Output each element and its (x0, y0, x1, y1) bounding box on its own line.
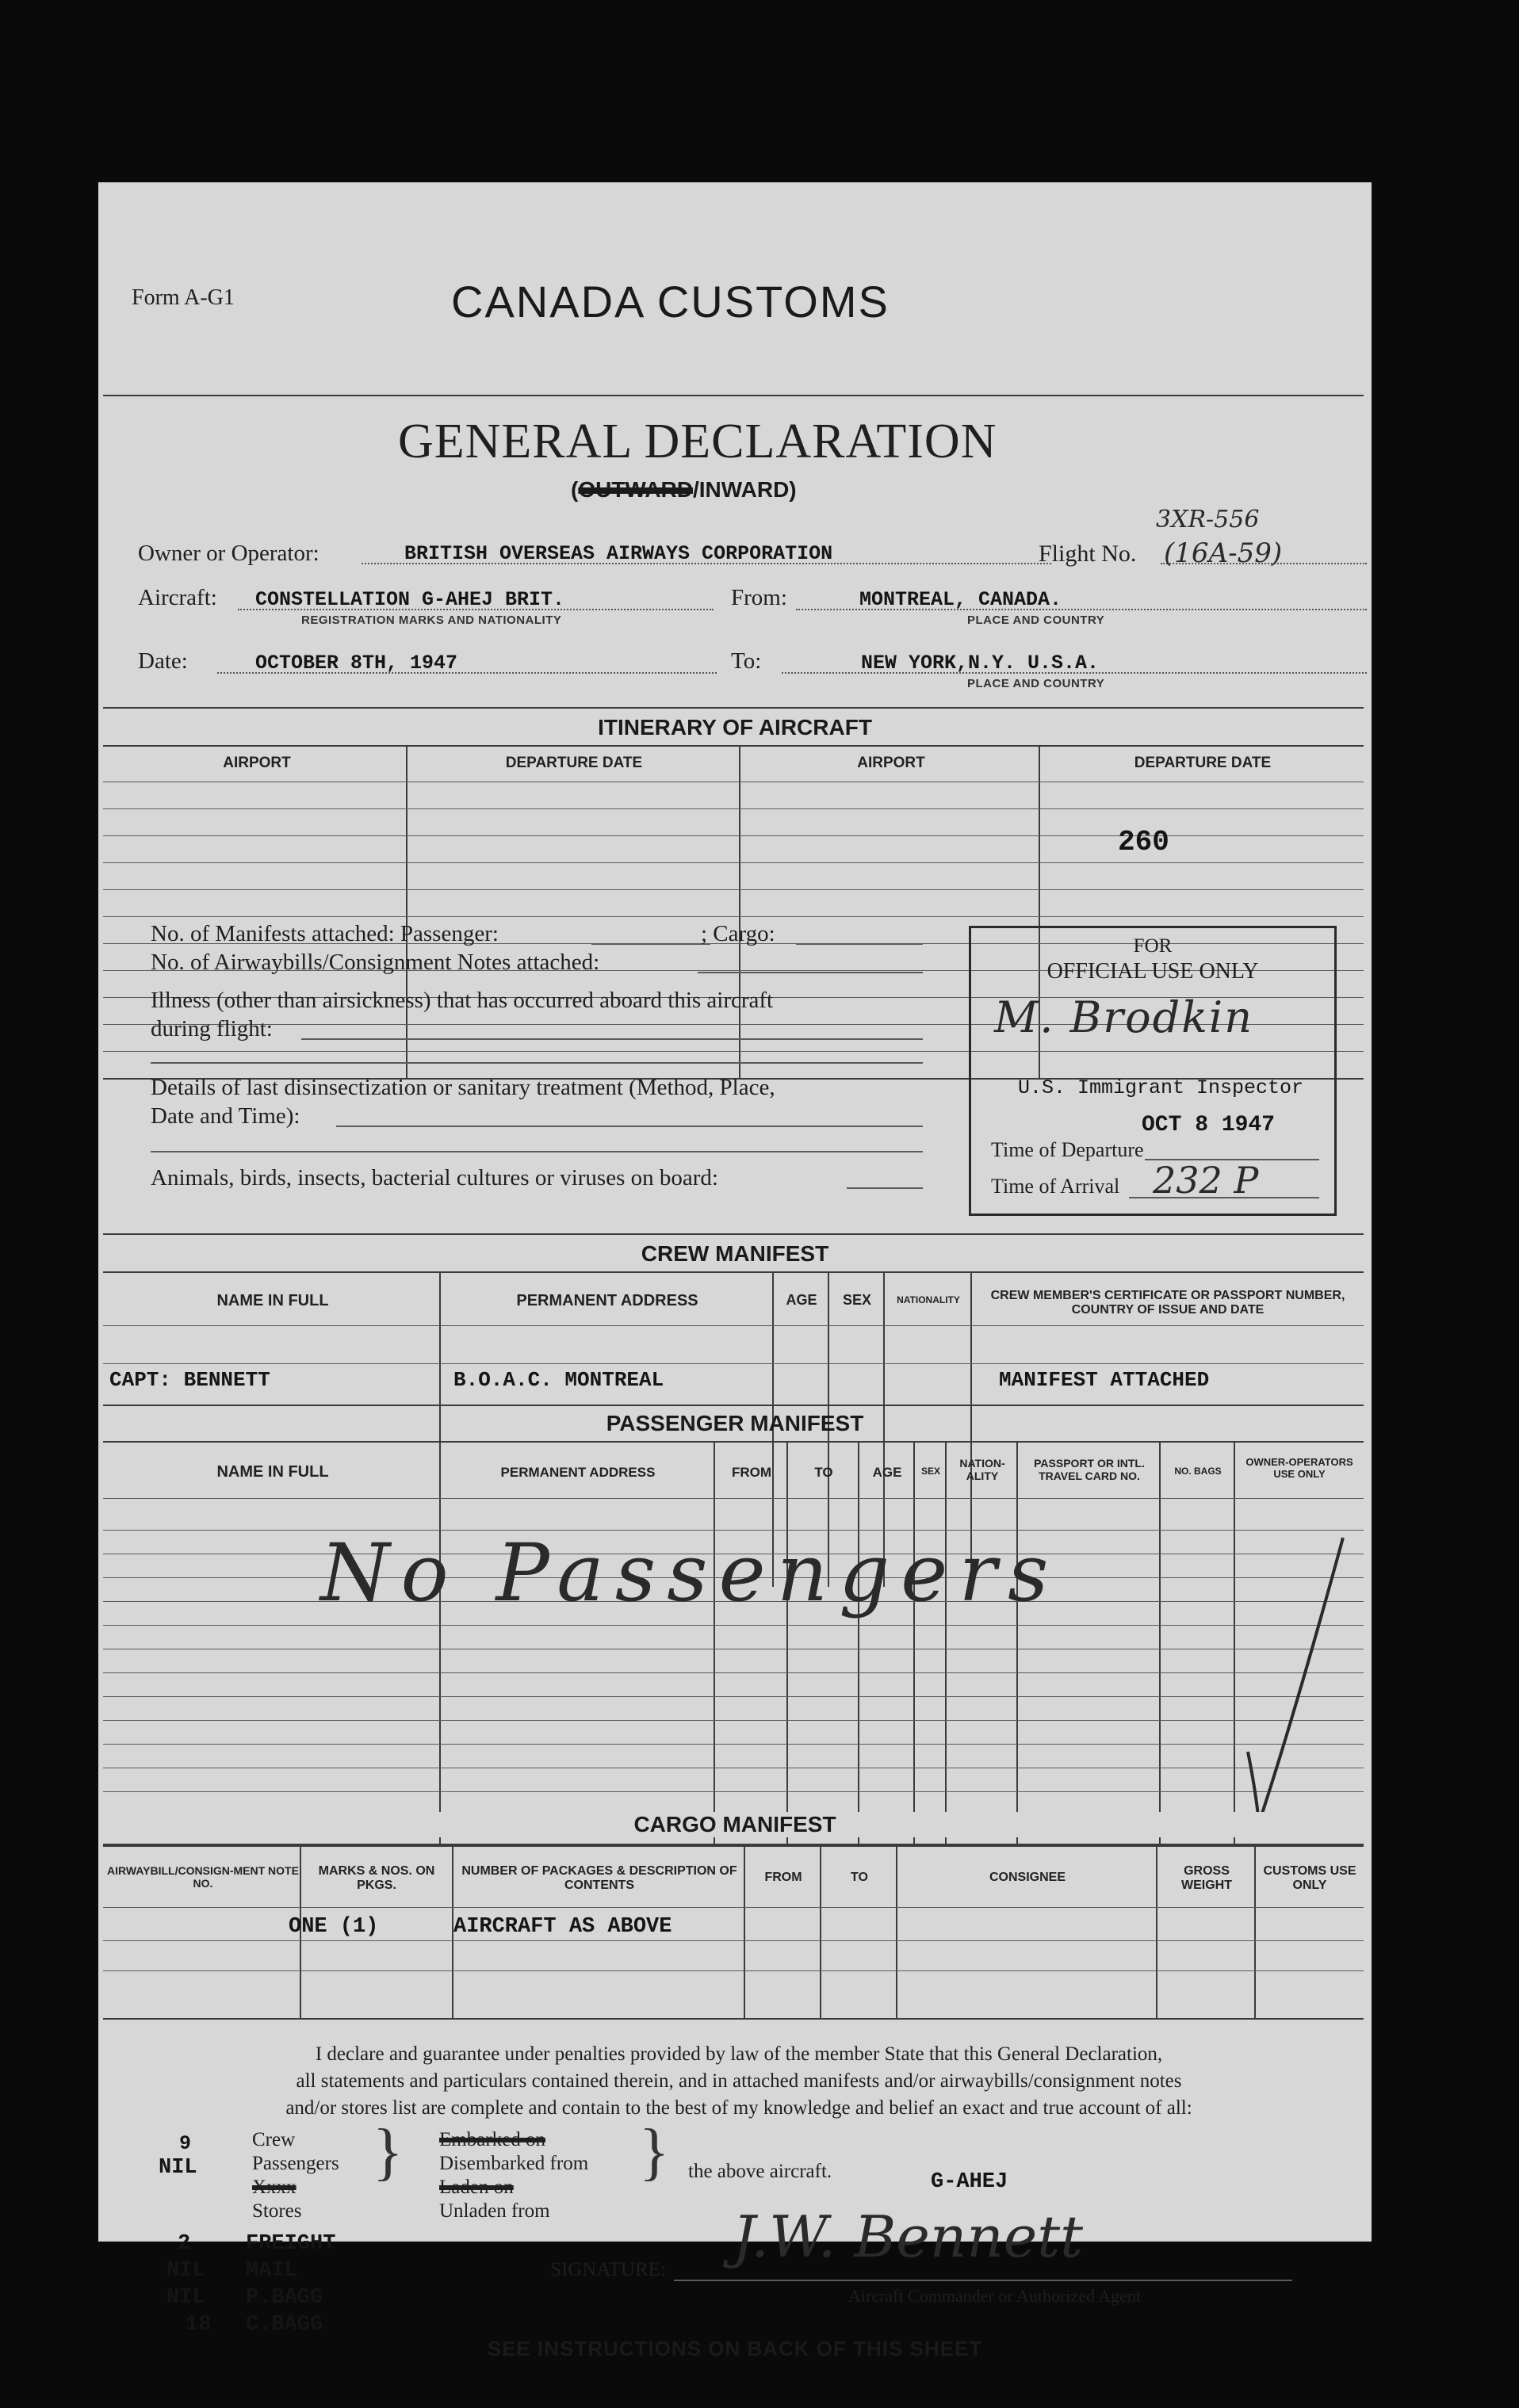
cargo-col-from: FROM (764, 1871, 802, 1884)
item-crew: Crew (252, 2129, 296, 2150)
signature: J.W. Bennett (733, 2204, 1084, 2270)
stamp-date: OCT 8 1947 (1142, 1113, 1276, 1137)
cargo-col-consignee: CONSIGNEE (989, 1871, 1066, 1884)
passenger-count-line (591, 943, 710, 945)
inspector-stamp: U.S. Immigrant Inspector (1018, 1076, 1304, 1099)
cargo-col-weight: GROSS WEIGHT (1181, 1864, 1232, 1893)
pax-div-4 (858, 1443, 859, 1845)
cargo-col-marks: MARKS & NOS. ON PKGS. (318, 1864, 435, 1893)
cargo-row-1 (103, 1907, 1364, 1908)
disinsect-line-extra (151, 1151, 923, 1152)
disinsect-line2: Date and Time): (151, 1103, 300, 1129)
arrival-label: Time of Arrival (991, 1175, 1120, 1198)
to-label: To: (731, 648, 762, 674)
disinsect-line1: Details of last disinsectization or sanitary treatment (Method, Place, (151, 1075, 775, 1100)
item-cbagg: C.BAGG (246, 2313, 323, 2337)
crew-name: CAPT: BENNETT (109, 1368, 270, 1392)
pax-col-to: TO (814, 1465, 833, 1480)
crew-col-name: NAME IN FULL (216, 1292, 329, 1309)
pax-div-1 (439, 1443, 441, 1845)
no-passengers-note: No Passengers (320, 1527, 1060, 1619)
itin-row-6 (103, 916, 1364, 917)
pax-div-3 (786, 1443, 788, 1845)
pax-col-name: NAME IN FULL (216, 1463, 329, 1481)
itin-col-airport-1: AIRPORT (223, 755, 291, 771)
date-label: Date: (138, 648, 188, 674)
pax-col-sex: SEX (920, 1466, 940, 1477)
date-value: OCTOBER 8TH, 1947 (255, 652, 458, 675)
animals-label: Animals, birds, insects, bacterial cultures or viruses on board: (151, 1165, 718, 1191)
unladen-label: Unladen from (439, 2200, 550, 2222)
itin-div-2 (739, 747, 740, 1080)
pax-row-9 (103, 1696, 1364, 1697)
aircraft-label: Aircraft: (138, 585, 217, 610)
embarked-struck: Embarked on (439, 2129, 545, 2150)
stamp-number: 260 (1118, 826, 1169, 858)
pax-div-9 (1234, 1443, 1235, 1845)
cargo-col-airwaybill: AIRWAYBILL/CONSIGN-MENT NOTE NO. (107, 1864, 299, 1890)
illness-line-extra (151, 1062, 923, 1064)
crew-address: B.O.A.C. MONTREAL (453, 1368, 664, 1392)
crew-col-certificate: CREW MEMBER'S CERTIFICATE OR PASSPORT NUMBER, COUNTRY OF ISSUE AND DATE (990, 1289, 1345, 1317)
item-mail: MAIL (246, 2259, 297, 2283)
cargo-title: CARGO MANIFEST (98, 1812, 1372, 1837)
pax-row-1 (103, 1498, 1364, 1499)
item-passengers: Passengers (252, 2153, 339, 2174)
cargo-marks: ONE (1) (289, 1915, 379, 1939)
passenger-header-rule (103, 1441, 1364, 1443)
pax-col-bags: NO. BAGS (1174, 1466, 1222, 1477)
departure-label: Time of Departure (991, 1138, 1144, 1161)
direction-label: /INWARD) (692, 477, 797, 502)
airwaybills-label: No. of Airwaybills/Consignment Notes attached: (151, 950, 600, 975)
pax-div-6 (945, 1443, 947, 1845)
laden-struck: Laden on (439, 2177, 514, 2198)
footer-instructions: SEE INSTRUCTIONS ON BACK OF THIS SHEET (487, 2337, 983, 2360)
itin-col-departure-1: DEPARTURE DATE (505, 755, 643, 771)
count-crew: 9 (179, 2132, 192, 2155)
itinerary-title: ITINERARY OF AIRCRAFT (598, 715, 872, 740)
count-pbagg: NIL (166, 2286, 205, 2310)
cargo-div-3 (744, 1847, 745, 2020)
cargo-div-6 (1156, 1847, 1157, 2020)
pax-div-8 (1159, 1443, 1161, 1845)
cargo-row-2 (103, 1940, 1364, 1941)
crew-row-2 (103, 1363, 1364, 1364)
official-title-2: OFFICIAL USE ONLY (1046, 959, 1259, 984)
crew-col-age: AGE (786, 1292, 817, 1308)
owner-label: Owner or Operator: (138, 541, 319, 566)
itin-row-3 (103, 835, 1364, 836)
crew-col-nationality: NATIONALITY (897, 1294, 960, 1305)
owner-value: BRITISH OVERSEAS AIRWAYS CORPORATION (404, 542, 833, 565)
flight-label: Flight No. (1039, 541, 1137, 567)
from-value: MONTREAL, CANADA. (859, 588, 1062, 611)
item-pbagg: P.BAGG (246, 2286, 323, 2310)
pax-div-5 (913, 1443, 915, 1845)
item-struck: Xxxx (252, 2177, 297, 2198)
itinerary-header-rule (103, 745, 1364, 747)
form-number: Form A-G1 (132, 285, 235, 310)
signature-line (674, 2280, 1292, 2281)
crew-row-1 (103, 1325, 1364, 1326)
itin-row-4 (103, 862, 1364, 863)
passenger-title: PASSENGER MANIFEST (606, 1411, 864, 1435)
itin-row-2 (103, 808, 1364, 809)
flight-value: (16A-59) (1164, 537, 1283, 569)
pax-col-age: AGE (872, 1465, 902, 1480)
cargo-div-5 (896, 1847, 897, 2020)
illness-line2: during flight: (151, 1016, 273, 1042)
disembarked-label: Disembarked from (439, 2153, 589, 2174)
count-passengers: NIL (159, 2156, 197, 2180)
cargo-row-3 (103, 1970, 1364, 1971)
disinsect-line (336, 1126, 923, 1127)
to-value: NEW YORK,N.Y. U.S.A. (861, 652, 1100, 675)
airwaybills-line (698, 972, 923, 973)
itin-row-5 (103, 889, 1364, 890)
manifests-label: No. of Manifests attached: Passenger: (151, 921, 499, 946)
cargo-div-7 (1254, 1847, 1256, 2020)
arrival-value: 232 P (1153, 1159, 1259, 1202)
direction-line: (OUTWARD/INWARD) (571, 477, 797, 502)
pax-div-7 (1016, 1443, 1018, 1845)
itin-col-departure-2: DEPARTURE DATE (1134, 755, 1272, 771)
pax-div-2 (714, 1443, 715, 1845)
page-title: GENERAL DECLARATION (398, 415, 997, 468)
pax-row-8 (103, 1672, 1364, 1673)
pax-col-from: FROM (731, 1465, 772, 1480)
item-freight: FREIGHT (246, 2232, 336, 2256)
crew-certificate: MANIFEST ATTACHED (999, 1368, 1210, 1392)
checkmark-icon (1240, 1530, 1359, 1847)
above-aircraft-label: the above aircraft. (688, 2161, 832, 2182)
aircraft-registration: G-AHEJ (931, 2170, 1008, 2194)
crew-col-sex: SEX (842, 1292, 872, 1308)
declaration-line-1: I declare and guarantee under penalties provided by law of the member State that this General Declaration, (315, 2043, 1163, 2065)
count-freight: 2 (178, 2232, 191, 2256)
cargo-count-line (796, 943, 923, 945)
cargo-col-customs: CUSTOMS USE ONLY (1263, 1864, 1356, 1893)
crew-header-rule (103, 1271, 1364, 1273)
right-brace-icon: } (639, 2117, 670, 2187)
signature-label: SIGNATURE: (550, 2259, 666, 2280)
cargo-label: ; Cargo: (701, 921, 775, 946)
pax-col-nationality: NATION-ALITY (959, 1457, 1005, 1483)
item-stores: Stores (252, 2200, 302, 2222)
official-signature: M. Brodkin (994, 992, 1253, 1042)
left-brace-icon: } (373, 2117, 404, 2187)
pax-row-10 (103, 1720, 1364, 1721)
illness-line (301, 1038, 923, 1040)
itin-col-airport-2: AIRPORT (857, 755, 925, 771)
declaration-line-2: all statements and particulars contained therein, and in attached manifests and/or airwaybills/consignment notes (296, 2070, 1182, 2092)
agency-title: CANADA CUSTOMS (451, 277, 890, 327)
from-caption: PLACE AND COUNTRY (967, 613, 1105, 627)
header-divider (103, 395, 1364, 396)
pax-row-6 (103, 1625, 1364, 1626)
flight-handwritten: 3XR-556 (1156, 506, 1260, 533)
illness-line1: Illness (other than airsickness) that has occurred aboard this aircraft (151, 988, 774, 1013)
crew-col-address: PERMANENT ADDRESS (516, 1292, 698, 1309)
pax-col-owner: OWNER-OPERATORS USE ONLY (1245, 1456, 1353, 1480)
cargo-bottom-rule (103, 2018, 1364, 2020)
declaration-form (98, 182, 1372, 2360)
cargo-header-rule (103, 1845, 1364, 1847)
animals-line (847, 1187, 923, 1189)
cargo-col-to: TO (851, 1871, 868, 1884)
official-title-1: FOR (1133, 935, 1173, 957)
cargo-col-description: NUMBER OF PACKAGES & DESCRIPTION OF CONTENTS (461, 1864, 737, 1893)
count-mail: NIL (166, 2259, 205, 2283)
cargo-description: AIRCRAFT AS ABOVE (453, 1915, 672, 1939)
declaration-line-3: and/or stores list are complete and contain to the best of my knowledge and belief an exact and true account of all: (285, 2097, 1192, 2119)
aircraft-value: CONSTELLATION G-AHEJ BRIT. (255, 588, 565, 611)
cargo-div-4 (820, 1847, 821, 2020)
pax-col-address: PERMANENT ADDRESS (500, 1465, 656, 1480)
to-caption: PLACE AND COUNTRY (967, 677, 1105, 690)
direction-struck: OUTWARD (578, 477, 693, 502)
crew-bottom-rule (103, 1405, 1364, 1406)
itin-div-1 (406, 747, 407, 1080)
crew-title: CREW MANIFEST (641, 1241, 829, 1266)
pax-row-11 (103, 1744, 1364, 1745)
from-label: From: (731, 585, 787, 610)
crew-top-rule (103, 1233, 1364, 1235)
count-cbagg: 18 (186, 2313, 212, 2337)
pax-row-13 (103, 1791, 1364, 1792)
aircraft-caption: REGISTRATION MARKS AND NATIONALITY (301, 613, 562, 627)
signer-caption: Aircraft Commander or Authorized Agent (848, 2286, 1142, 2306)
itinerary-top-rule (103, 707, 1364, 709)
pax-col-passport: PASSPORT OR INTL. TRAVEL CARD NO. (1034, 1457, 1145, 1483)
